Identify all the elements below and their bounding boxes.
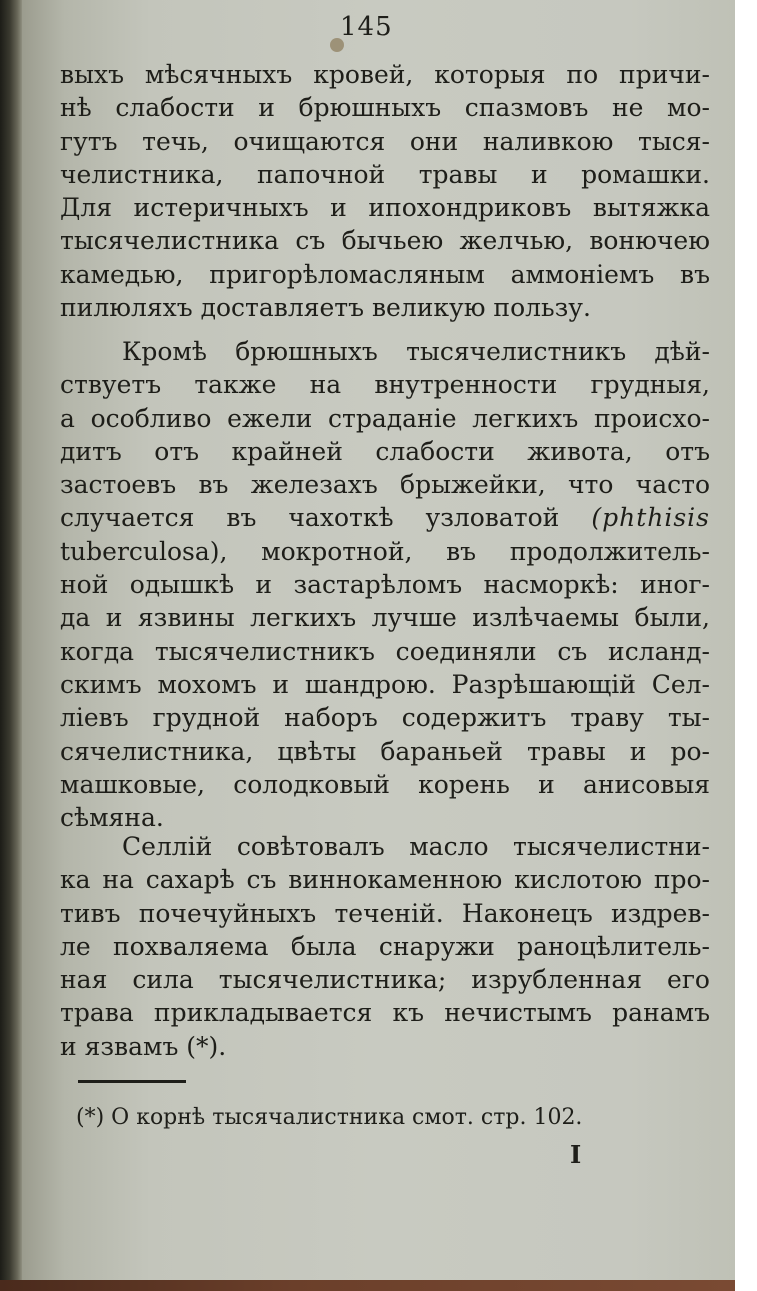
- paragraph-3: [60, 830, 710, 1063]
- text-line: трава прикладывается къ нечистымъ ранамъ: [60, 998, 710, 1028]
- text-line: а особливо ежели страданіе легкихъ происхо-: [60, 403, 710, 433]
- text-line: сячелистника, цвѣты бараньей травы и ро-: [60, 736, 710, 766]
- text-line: машковые, солодковый корень и анисовыя: [60, 769, 710, 799]
- text-line: Для истеричныхъ и ипохондриковъ вытяжка: [60, 193, 710, 223]
- paragraph-1: [60, 58, 710, 324]
- paragraph-2: [60, 335, 710, 834]
- text-line-with-latin: [60, 501, 710, 534]
- text-line: скимъ мохомъ и шандрою. Разрѣшающій Сел-: [60, 669, 710, 699]
- page-number: 145: [340, 12, 393, 42]
- latin-term: (phthisis: [591, 503, 710, 533]
- text-line: выхъ мѣсячныхъ кровей, которыя по причи-: [60, 60, 710, 89]
- text-line: Кромѣ брюшныхъ тысячелистникъ дѣй-: [122, 337, 710, 366]
- text-line: ле похваляема была снаружи раноцѣлитель-: [60, 931, 710, 961]
- text-line: дитъ отъ крайней слабости живота, отъ: [60, 436, 710, 466]
- text-line: когда тысячелистникъ соединяли съ исланд-: [60, 636, 710, 666]
- scan-margin: [735, 0, 757, 1291]
- text-line: челистника, папочной травы и ромашки.: [60, 159, 710, 189]
- text-line: ліевъ грудной наборъ содержитъ траву ты-: [60, 703, 710, 733]
- text-line: камедью, пригорѣломасляным аммоніемъ въ: [60, 259, 710, 289]
- text-line: да и язвины легкихъ лучше излѣчаемы были,: [60, 603, 710, 633]
- text-segment: случается въ чахоткѣ узловатой: [60, 503, 560, 533]
- text-line: нѣ слабости и брюшныхъ спазмовъ не мо-: [60, 93, 710, 123]
- text-line: ной одышкѣ и застарѣломъ насморкѣ: иног-: [60, 570, 710, 600]
- text-line: Селлій совѣтовалъ масло тысячелистни-: [122, 832, 710, 861]
- footnote-divider: [78, 1080, 186, 1083]
- text-line: и язвамъ (*).: [60, 1031, 227, 1061]
- text-line: ная сила тысячелистника; изрубленная его: [60, 965, 710, 995]
- footnote: (*) О корнѣ тысячалистника смот. стр. 102.: [76, 1105, 583, 1130]
- text-line: застоевъ въ железахъ брыжейки, что часто: [60, 470, 710, 500]
- text-line: гутъ течь, очищаются они наливкою тыся-: [60, 126, 710, 156]
- book-gutter: [0, 0, 22, 1291]
- text-line: пилюляхъ доставляетъ великую пользу.: [60, 293, 591, 323]
- text-line: tuberculosa), мокротной, въ продолжитель-: [60, 536, 710, 566]
- page-edge: [0, 1280, 735, 1291]
- signature-mark: I: [570, 1140, 582, 1169]
- text-line: тивъ почечуйныхъ теченій. Наконецъ издрев-: [60, 898, 710, 928]
- text-line: ка на сахарѣ съ виннокаменною кислотою про-: [60, 865, 710, 895]
- text-line: ствуетъ также на внутренности грудныя,: [60, 370, 710, 400]
- text-line: сѣмяна.: [60, 803, 164, 833]
- text-line: тысячелистника съ бычьею желчью, вонючею: [60, 226, 710, 256]
